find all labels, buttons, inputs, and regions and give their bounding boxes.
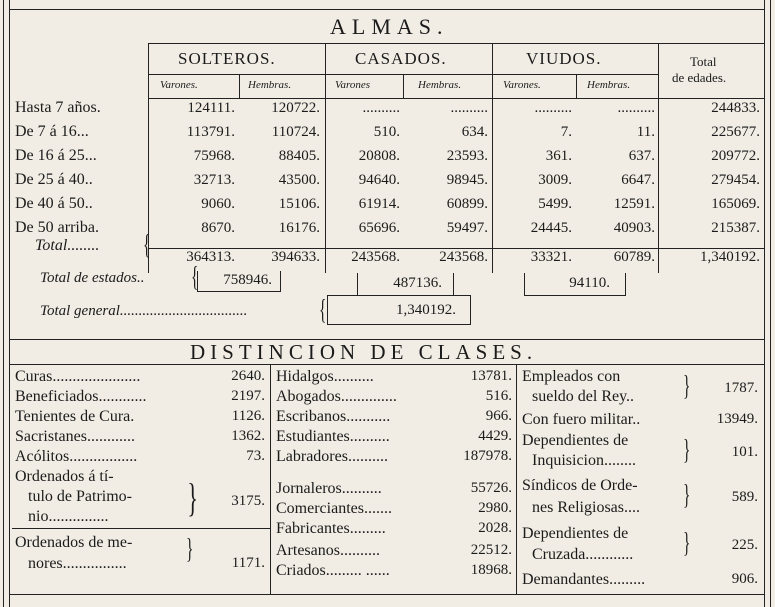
general-brace: { <box>319 295 327 326</box>
col1-rule <box>12 528 270 529</box>
clase-label: Labradores.......... <box>276 448 388 465</box>
header-viudos: VIUDOS. <box>526 49 602 68</box>
clase-value: 2980. <box>478 500 512 516</box>
table-cell: 209772. <box>711 148 760 164</box>
cruzada-brace: } <box>683 528 691 559</box>
table-cell: 8670. <box>201 220 235 236</box>
table-cell: 110724. <box>271 124 320 140</box>
clase-label: Comerciantes....... <box>276 500 392 517</box>
table-cell: 16176. <box>278 220 320 236</box>
table-cell: 165069. <box>711 196 760 212</box>
table-cell: 124111. <box>187 100 235 116</box>
table-cell: 7. <box>560 124 572 140</box>
table-cell: 6647. <box>621 172 655 188</box>
almas-title: ALMAS. <box>330 14 449 39</box>
table-cell: 94640. <box>358 172 400 188</box>
total-brace: { <box>143 230 151 261</box>
table-cell: 23593. <box>446 148 488 164</box>
total-cell: 394633. <box>271 249 320 265</box>
header-solteros: SOLTEROS. <box>178 49 276 68</box>
clase-label: Demandantes......... <box>522 571 646 588</box>
clase-value: 1126. <box>231 408 265 424</box>
clase-label: Inquisicion........ <box>532 452 636 469</box>
clases-title-rule <box>9 364 765 365</box>
clases-title: DISTINCION DE CLASES. <box>190 340 538 364</box>
sub-varones-2: Varones <box>335 79 371 91</box>
clase-label: Jornaleros.......... <box>276 480 382 497</box>
sub-div-2 <box>403 74 404 98</box>
sub-div-1 <box>239 74 240 98</box>
clase-label: Dependientes de <box>522 525 629 542</box>
clase-label: Ordenados á tí- <box>15 468 114 485</box>
clase-label: Acólitos................. <box>15 448 138 465</box>
clase-label: Cruzada............ <box>532 546 634 563</box>
clase-label: Fabricantes......... <box>276 520 386 537</box>
header-total-1: Total <box>690 54 717 69</box>
clase-label: Síndicos de Orde- <box>522 477 638 494</box>
clase-label: Empleados con <box>522 368 621 385</box>
table-cell: 40903. <box>613 220 655 236</box>
clase-label: Sacristanes............ <box>15 428 135 445</box>
total-label: Total........ <box>35 237 100 254</box>
clase-label: Hidalgos.......... <box>276 368 374 385</box>
total-cell: 60789. <box>613 249 655 265</box>
table-cell: .......... <box>450 100 488 116</box>
table-cell: 98945. <box>446 172 488 188</box>
table-cell: 20808. <box>358 148 400 164</box>
clase-value: 1362. <box>231 428 265 444</box>
clase-value: 2028. <box>478 520 512 536</box>
col-div-solteros <box>325 43 326 273</box>
title-underline <box>148 43 765 44</box>
clase-value: 13949. <box>716 411 758 427</box>
clase-value: 906. <box>731 571 758 587</box>
total-cell: 1,340192. <box>700 249 760 265</box>
col-div-casados <box>492 43 493 273</box>
clase-value: 1171. <box>231 555 265 571</box>
estados-brace: { <box>191 262 199 293</box>
table-cell: 24445. <box>530 220 572 236</box>
clase-label: nes Religiosas.... <box>532 499 640 516</box>
header-total-2: de edades. <box>672 70 727 85</box>
clase-label: Dependientes de <box>522 432 629 449</box>
table-cell: 5499. <box>538 196 572 212</box>
clase-label: Abogados.............. <box>276 388 397 405</box>
general-value: 1,340192. <box>396 302 456 318</box>
page-left-border-inner <box>9 0 10 607</box>
clase-value: 4429. <box>478 428 512 444</box>
clase-value: 2197. <box>231 388 265 404</box>
table-cell: .......... <box>534 100 572 116</box>
estados-solteros: 758946. <box>223 272 272 288</box>
total-cell: 33321. <box>530 249 572 265</box>
sub-div-3 <box>576 74 577 98</box>
table-cell: 634. <box>461 124 488 140</box>
clases-div-2 <box>516 364 517 594</box>
inquisicion-brace: } <box>683 435 691 466</box>
total-cell: 243568. <box>351 249 400 265</box>
row-label: De 16 á 25... <box>15 147 97 164</box>
table-cell: 11. <box>636 124 655 140</box>
sub-varones-1: Varones. <box>160 79 198 91</box>
estados-viudos: 94110. <box>569 275 610 291</box>
row-label: De 40 á 50.. <box>15 195 93 212</box>
clase-label: nio............... <box>28 508 109 525</box>
estados-label: Total de estados.. <box>40 270 145 286</box>
clase-label: nores................ <box>28 555 127 572</box>
menores-brace: } <box>186 534 194 565</box>
sub-varones-3: Varones. <box>503 79 541 91</box>
sub-hembras-2: Hembras. <box>418 79 462 91</box>
table-cell: 60899. <box>446 196 488 212</box>
clase-value: 1787. <box>724 380 758 396</box>
clase-label: sueldo del Rey.. <box>532 388 635 405</box>
page-right-border-outer <box>770 0 771 607</box>
estados-casados: 487136. <box>393 275 442 291</box>
clase-value: 516. <box>485 388 512 404</box>
col-div-viudos <box>658 43 659 273</box>
clases-div-1 <box>270 364 271 594</box>
table-cell: 361. <box>545 148 572 164</box>
clase-value: 966. <box>485 408 512 424</box>
empleados-brace: } <box>683 371 691 402</box>
sub-hembras-1: Hembras. <box>248 79 292 91</box>
header-bottom-line <box>148 98 765 99</box>
general-label: Total general.................................. <box>40 303 248 319</box>
table-cell: 65696. <box>358 220 400 236</box>
clase-label: Tenientes de Cura. <box>15 408 135 425</box>
clase-value: 13781. <box>470 368 512 384</box>
table-cell: 88405. <box>278 148 320 164</box>
clase-value: 18968. <box>470 562 512 578</box>
row-label: De 7 á 16... <box>15 123 89 140</box>
header-casados: CASADOS. <box>355 49 447 68</box>
row-label: De 50 arriba. <box>15 219 99 236</box>
sub-hembras-3: Hembras. <box>587 79 631 91</box>
table-cell: 3009. <box>538 172 572 188</box>
table-cell: 15106. <box>278 196 320 212</box>
bottom-rule <box>9 594 765 595</box>
table-cell: 61914. <box>358 196 400 212</box>
clase-label: Ordenados de me- <box>15 534 133 551</box>
ordenados-brace: } <box>187 475 198 520</box>
table-cell: 43500. <box>278 172 320 188</box>
clase-label: Criados......... ...... <box>276 562 390 579</box>
clase-value: 187978. <box>463 448 512 464</box>
clase-value: 3175. <box>231 493 265 509</box>
table-cell: 59497. <box>446 220 488 236</box>
table-cell: 113791. <box>186 124 235 140</box>
clase-value: 225. <box>731 537 758 553</box>
clase-label: Curas...................... <box>15 368 141 385</box>
table-cell: 9060. <box>201 196 235 212</box>
table-cell: 215387. <box>711 220 760 236</box>
clase-label: Escribanos........... <box>276 408 391 425</box>
clase-label: Estudiantes.......... <box>276 428 390 445</box>
table-cell: 279454. <box>711 172 760 188</box>
table-cell: 510. <box>373 124 400 140</box>
sindicos-brace: } <box>683 480 691 511</box>
table-cell: 637. <box>628 148 655 164</box>
clase-label: tulo de Patrimo- <box>28 488 132 505</box>
clase-label: Con fuero militar.. <box>522 411 641 428</box>
clase-value: 101. <box>731 444 758 460</box>
row-label: Hasta 7 años. <box>15 99 101 116</box>
total-cell: 243568. <box>439 249 488 265</box>
table-cell: .......... <box>617 100 655 116</box>
table-cell: .......... <box>362 100 400 116</box>
clase-value: 2640. <box>231 368 265 384</box>
clase-value: 55726. <box>470 480 512 496</box>
table-cell: 75968. <box>193 148 235 164</box>
total-cell: 364313. <box>186 249 235 265</box>
clase-value: 22512. <box>470 542 512 558</box>
page-left-border <box>3 0 4 607</box>
row-label: De 25 á 40.. <box>15 171 93 188</box>
table-cell: 225677. <box>711 124 760 140</box>
clase-value: 73. <box>246 448 265 464</box>
subheader-line <box>148 74 658 75</box>
clase-value: 589. <box>731 489 758 505</box>
page-right-border <box>764 0 765 607</box>
table-cell: 244833. <box>711 100 760 116</box>
table-cell: 32713. <box>193 172 235 188</box>
top-rule <box>9 9 765 10</box>
table-cell: 12591. <box>613 196 655 212</box>
table-cell: 120722. <box>271 100 320 116</box>
clase-label: Beneficiados............ <box>15 388 147 405</box>
clase-label: Artesanos.......... <box>276 542 380 559</box>
